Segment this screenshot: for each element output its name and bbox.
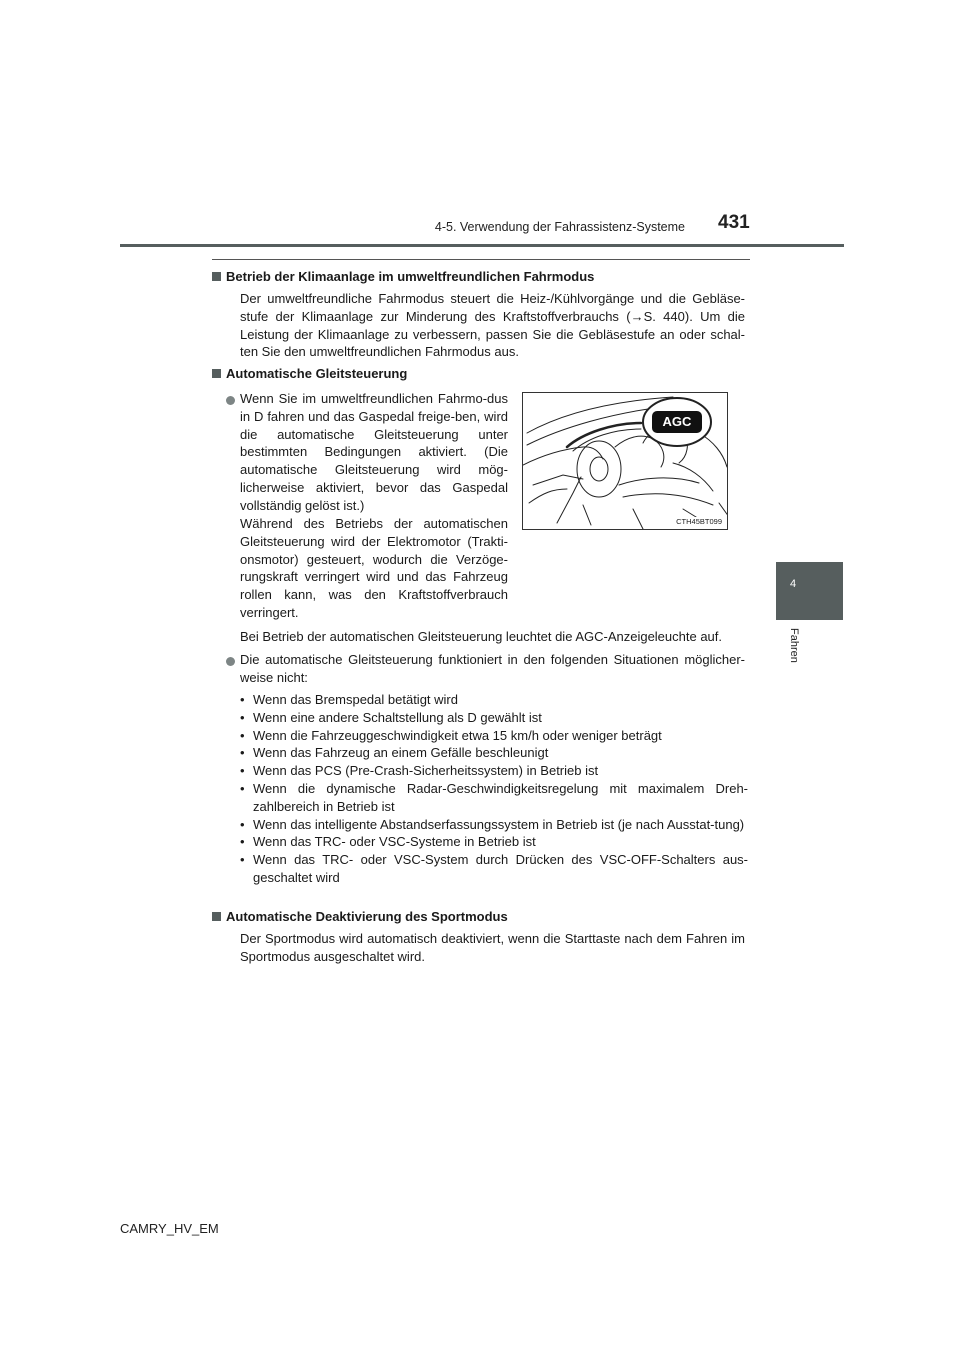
round-bullet-icon: [226, 396, 235, 405]
list-item: • Wenn das PCS (Pre-Crash-Sicherheitssystem) in Betrieb ist: [238, 762, 748, 780]
square-bullet-icon: [212, 912, 221, 921]
chapter-tab-number: 4: [790, 578, 797, 590]
list-item: • Wenn die Fahrzeuggeschwindigkeit etwa 15 km/h oder weniger beträgt: [238, 727, 748, 745]
list-item: • Wenn das Fahrzeug an einem Gefälle beschleunigt: [238, 744, 748, 762]
square-bullet-icon: [212, 272, 221, 281]
section-heading-sport: Automatische Deaktivierung des Sportmodus: [212, 909, 752, 924]
agc-indicator-label: AGC: [662, 414, 692, 429]
figure-code: CTH45BT099: [676, 517, 722, 526]
list-item: • Wenn das TRC- oder VSC-Systeme in Betrieb ist: [238, 833, 748, 851]
content-top-rule: [212, 259, 750, 260]
coasting-bullet-2: Die automatische Gleitsteuerung funktioniert in den folgenden Situationen möglicher-weise nicht:: [240, 652, 745, 685]
section-heading-coasting: Automatische Gleitsteuerung: [212, 366, 752, 381]
coasting-bullet-1-part-2: Während des Betriebs der automatischen Gleitsteuerung wird der Elektromotor (Trakti-onsmotor) gesteuert, wodurch die Verzöge-rungskraft verringert wird und das Fahrzeug rollen kann, was den Kraftstoffverbrauch verringert.: [240, 516, 508, 620]
section-heading-climate: Betrieb der Klimaanlage im umweltfreundlichen Fahrmodus: [212, 269, 752, 284]
chapter-tab-label: Fahren: [788, 628, 800, 663]
climate-paragraph: Der umweltfreundliche Fahrmodus steuert die Heiz-/Kühlvorgänge und die Gebläse-stufe der Klimaanlage zur Minderung des Kraftstoffverbrauchs (→S. 440). Um die Leistung der Klimaanlage zu verbessern, passen Sie die Gebläsestufe an oder schal-ten Sie den umweltfreundlichen Fahrmodus aus.: [240, 291, 745, 360]
coasting-conditions-list: [238, 691, 748, 887]
page-number: 431: [718, 212, 750, 233]
list-item: • Wenn eine andere Schaltstellung als D gewählt ist: [238, 709, 748, 727]
coasting-bullet-1-part-1: Wenn Sie im umweltfreundlichen Fahrmo-dus in D fahren und das Gaspedal freige-ben, wird die automatische Gleitsteuerung unter bestimmten Bedingungen aktiviert. (Die automatische Gleitsteuerung wird mög-licherweise aktiviert, bevor das Gaspedal vollständig gelöst ist.): [240, 391, 508, 513]
header-rule: [120, 244, 844, 247]
square-bullet-icon: [212, 369, 221, 378]
list-item: • Wenn das TRC- oder VSC-System durch Drücken des VSC-OFF-Schalters aus-geschaltet wird: [238, 851, 748, 887]
sport-paragraph: Der Sportmodus wird automatisch deaktiviert, wenn die Starttaste nach dem Fahren im Sportmodus ausgeschaltet wird.: [240, 931, 745, 964]
model-code: CAMRY_HV_EM: [120, 1221, 219, 1236]
list-item: • Wenn das intelligente Abstandserfassungssystem in Betrieb ist (je nach Ausstat-tung): [238, 816, 748, 834]
agc-indicator-illustration: [522, 392, 728, 530]
list-item: • Wenn das Bremspedal betätigt wird: [238, 691, 748, 709]
running-header: 4-5. Verwendung der Fahrassistenz-Systeme: [434, 220, 685, 234]
agc-indicator-text: Bei Betrieb der automatischen Gleitsteuerung leuchtet die AGC-Anzeigeleuchte auf.: [240, 629, 723, 644]
list-item: • Wenn die dynamische Radar-Geschwindigkeitsregelung mit maximalem Dreh-zahlbereich in Betrieb ist: [238, 780, 748, 816]
round-bullet-icon: [226, 657, 235, 666]
chapter-tab: [776, 562, 843, 620]
